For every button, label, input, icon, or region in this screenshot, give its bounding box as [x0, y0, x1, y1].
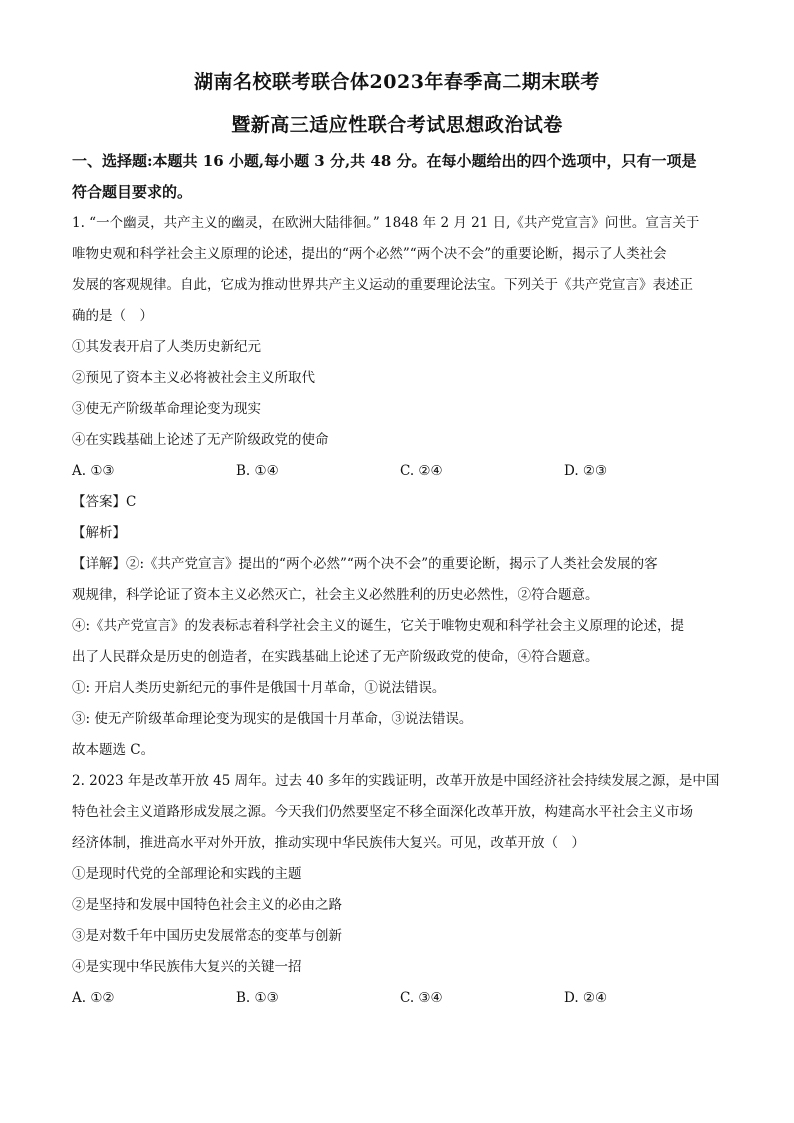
q2-statement: ②是坚持和发展中国特色社会主义的必由之路 [72, 897, 342, 913]
q2-statement: ①是现时代党的全部理论和实践的主题 [72, 866, 302, 882]
section-heading-line2: 符合题目要求的。 [72, 183, 193, 201]
section-heading-line1: 一、选择题:本题共 16 小题,每小题 3 分,共 48 分。在每小题给出的四个选项中，只有一项是 [72, 152, 697, 170]
q1-statement: ③使无产阶级革命理论变为现实 [72, 401, 261, 417]
q1-analysis-label: 【解析】 [72, 525, 126, 541]
q1-options [72, 456, 728, 487]
q1-analysis-line: 出了人民群众是历史的创造者，在实践基础上论述了无产阶级政党的使命，④符合题意。 [72, 649, 599, 665]
q1-analysis-line: ③: 使无产阶级革命理论变为现实的是俄国十月革命，③说法错误。 [72, 711, 473, 727]
q1-analysis-line: 故本题选 C。 [72, 742, 155, 758]
q1-option-b: B. ①④ [236, 463, 279, 479]
q1-statement: ④在实践基础上论述了无产阶级政党的使命 [72, 432, 329, 448]
q1-analysis-line: ④:《共产党宣言》的发表标志着科学社会主义的诞生，它关于唯物史观和科学社会主义原理的论述，提 [72, 618, 685, 634]
q2-stem-line: 经济体制，推进高水平对外开放，推动实现中华民族伟大复兴。可见，改革开放（ ） [72, 835, 585, 851]
q2-option-a: A. ①② [72, 990, 115, 1006]
q2-option-b: B. ①③ [236, 990, 279, 1006]
exam-title-line2: 暨新高三适应性联合考试思想政治试卷 [231, 114, 563, 136]
q1-stem-line: 发展的客观规律。自此，它成为推动世界共产主义运动的重要理论法宝。下列关于《共产党宣言》表述正 [72, 277, 693, 293]
q2-statement: ④是实现中华民族伟大复兴的关键一招 [72, 959, 302, 975]
q1-stem-line: 1. “一个幽灵，共产主义的幽灵，在欧洲大陆徘徊。” 1848 年 2 月 21 日,《共产党宣言》问世。宣言关于 [72, 215, 700, 231]
q1-analysis-line: ①: 开启人类历史新纪元的事件是俄国十月革命，①说法错误。 [72, 680, 446, 696]
q1-analysis-line: 观规律，科学论证了资本主义必然灭亡，社会主义必然胜利的历史必然性，②符合题意。 [72, 587, 599, 603]
q1-stem-line: 确的是（ ） [72, 308, 153, 324]
q1-answer: 【答案】C [72, 494, 137, 510]
exam-title-line1: 湖南名校联考联合体2023年春季高二期末联考 [194, 71, 600, 93]
q2-options [72, 983, 728, 1014]
q1-statement: ②预见了资本主义必将被社会主义所取代 [72, 370, 315, 386]
q2-option-d: D. ②④ [564, 990, 608, 1006]
exam-content [72, 146, 728, 1014]
q1-statement: ①其发表开启了人类历史新纪元 [72, 339, 261, 355]
q2-stem-line: 特色社会主义道路形成发展之源。今天我们仍然要坚定不移全面深化改革开放，构建高水平社会主义市场 [72, 804, 693, 820]
q1-stem-line: 唯物史观和科学社会主义原理的论述，提出的“两个必然”“两个决不会”的重要论断，揭示了人类社会 [72, 246, 667, 262]
q1-option-d: D. ②③ [564, 463, 608, 479]
q2-statement: ③是对数千年中国历史发展常态的变革与创新 [72, 928, 342, 944]
q2-stem-line: 2. 2023 年是改革开放 45 周年。过去 40 多年的实践证明，改革开放是中国经济社会持续发展之源，是中国 [72, 773, 720, 789]
q2-option-c: C. ③④ [400, 990, 443, 1006]
q1-option-a: A. ①③ [72, 463, 115, 479]
q1-option-c: C. ②④ [400, 463, 443, 479]
q1-analysis-line: 【详解】②:《共产党宣言》提出的“两个必然”“两个决不会”的重要论断，揭示了人类社会发展的客 [72, 556, 658, 572]
